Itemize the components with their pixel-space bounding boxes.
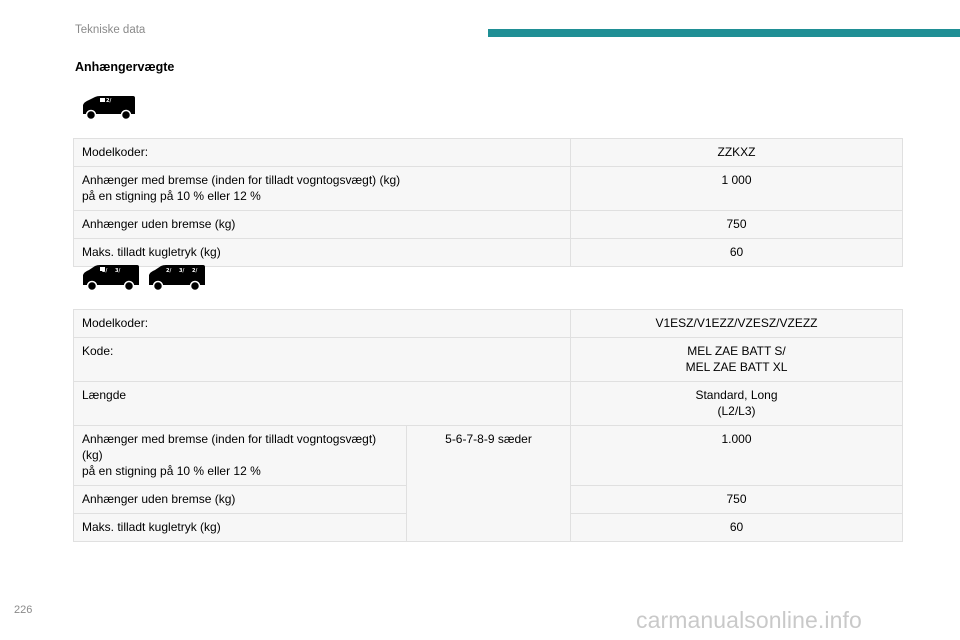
trailer-weights-table-2 [73, 309, 903, 542]
row-value: 1.000 [571, 426, 903, 486]
row-label: Anhænger uden bremse (kg) [74, 486, 407, 514]
seats-cell: 5-6-7-8-9 sæder [407, 426, 571, 542]
section-title: Anhængervægte [75, 60, 175, 74]
table-row [74, 382, 903, 426]
svg-text:2/: 2/ [106, 98, 112, 104]
row-value: 750 [571, 486, 903, 514]
van-icon [80, 95, 136, 121]
row-label: Modelkoder: [74, 139, 571, 167]
row-label: Anhænger uden bremse (kg) [74, 211, 571, 239]
van-icon [80, 264, 140, 292]
table-row [74, 239, 903, 267]
row-label: Maks. tilladt kugletryk (kg) [74, 514, 407, 542]
trailer-weights-table-1 [73, 138, 903, 267]
row-value: 750 [571, 211, 903, 239]
row-label: Anhænger med bremse (inden for tilladt vogntogsvægt) (kg) på en stigning på 10 % eller 12 % [74, 426, 407, 486]
table-row [74, 338, 903, 382]
row-label: Anhænger med bremse (inden for tilladt vogntogsvægt) (kg) på en stigning på 10 % eller 12 % [74, 167, 571, 211]
row-value: ZZKXZ [571, 139, 903, 167]
watermark: carmanualsonline.info [636, 607, 862, 633]
svg-text:3/: 3/ [115, 268, 121, 274]
header-label: Tekniske data [75, 24, 146, 36]
svg-text:2/: 2/ [192, 268, 198, 274]
row-label: Kode: [74, 338, 571, 382]
page-number: 226 [14, 604, 33, 616]
row-value: Standard, Long (L2/L3) [571, 382, 903, 426]
row-value: MEL ZAE BATT S/ MEL ZAE BATT XL [571, 338, 903, 382]
svg-text:2/: 2/ [166, 268, 172, 274]
svg-text:2/: 2/ [102, 268, 108, 274]
svg-text:3/: 3/ [179, 268, 185, 274]
row-value: 60 [571, 239, 903, 267]
row-label: Maks. tilladt kugletryk (kg) [74, 239, 571, 267]
header-accent-bar [488, 29, 960, 37]
table-row [74, 310, 903, 338]
row-value: V1ESZ/V1EZZ/VZESZ/VZEZZ [571, 310, 903, 338]
van-icon [146, 264, 206, 292]
row-value: 60 [571, 514, 903, 542]
row-value: 1 000 [571, 167, 903, 211]
row-label: Længde [74, 382, 571, 426]
row-label: Modelkoder: [74, 310, 571, 338]
table-row [74, 167, 903, 211]
table-row [74, 426, 903, 486]
table-row [74, 211, 903, 239]
table-row [74, 139, 903, 167]
